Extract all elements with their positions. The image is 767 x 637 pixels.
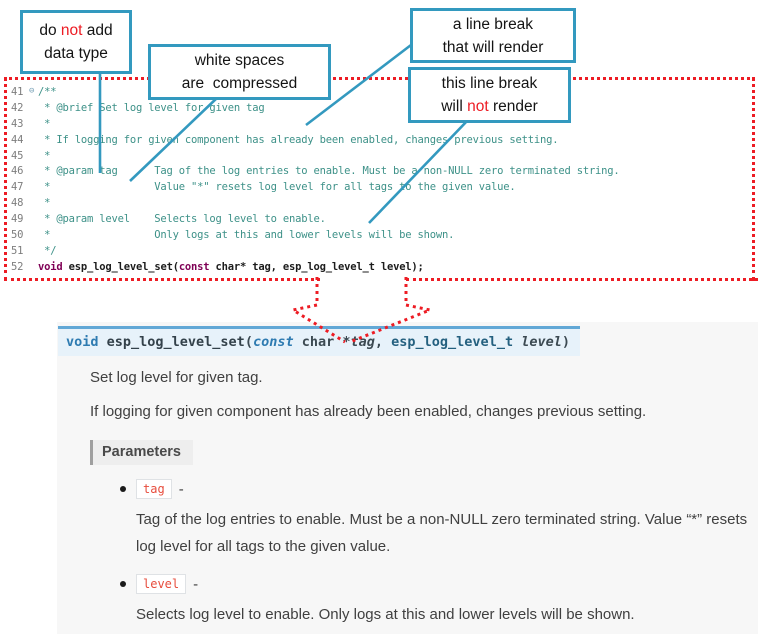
- callout-line-break-will-not-render: [408, 67, 571, 123]
- highlighted-word: not: [60, 22, 83, 39]
- parameter-item: [120, 574, 758, 628]
- code-text: [38, 102, 265, 114]
- callout-do-not-add-data-type: [20, 10, 132, 74]
- code-text: [38, 229, 454, 241]
- signature-token: const: [252, 334, 294, 350]
- code-token: * Value "*" resets log level for all tags to the given value.: [38, 181, 516, 194]
- code-line: [7, 195, 752, 211]
- line-number: 50: [11, 228, 24, 241]
- signature-token: ): [561, 334, 570, 350]
- signature-token: esp_log_level_t: [391, 334, 514, 350]
- source-code-editor: [4, 77, 755, 281]
- code-line: [7, 179, 752, 195]
- fold-collapse-icon[interactable]: ⊖: [29, 86, 35, 97]
- signature-token: tag: [350, 334, 375, 350]
- signature-token: (: [244, 334, 253, 350]
- parameter-description: Tag of the log entries to enable. Must be a non-NULL zero terminated string. Value “*” resets log level for all tags to the given value.: [136, 511, 748, 555]
- code-line: [7, 132, 752, 148]
- callout-text-line: [195, 49, 285, 72]
- callout-text-line: [443, 36, 544, 59]
- parameter-name-literal: level: [136, 574, 186, 594]
- code-token: * Only logs at this and lower levels will be shown.: [38, 228, 455, 241]
- code-line: [7, 116, 752, 132]
- callout-text-line: [44, 42, 108, 65]
- code-line: [7, 100, 752, 116]
- callout-line-break-will-render: [410, 8, 576, 63]
- line-number: 52: [11, 260, 24, 273]
- signature-token: void: [66, 334, 107, 350]
- bullet-icon: [120, 486, 126, 492]
- parameter-head: [120, 574, 758, 594]
- parameter-item: [120, 479, 758, 560]
- code-text: [38, 118, 50, 130]
- code-line: [7, 259, 752, 275]
- signature-token: ,: [374, 334, 392, 350]
- callout-word: a line break: [452, 15, 534, 33]
- code-token: * @param level Selects log level to enable.: [38, 213, 326, 226]
- callout-word: this line break: [441, 75, 538, 92]
- code-text: [38, 150, 50, 162]
- code-token: *: [38, 149, 51, 162]
- code-text: [38, 181, 515, 193]
- parameter-dash: -: [178, 480, 184, 498]
- dotted-border-bottom-right: [406, 278, 758, 281]
- code-token: * @brief Set log level for given tag: [38, 101, 265, 114]
- code-token: esp_log_level_set(: [62, 260, 179, 273]
- callout-word: are compressed: [181, 75, 298, 92]
- code-token: /**: [38, 85, 57, 98]
- code-text: [38, 245, 56, 257]
- parameter-dash: -: [193, 575, 199, 593]
- code-token: *: [38, 117, 51, 130]
- code-token: void: [38, 260, 63, 273]
- dotted-border-bottom-left: [4, 278, 320, 281]
- callout-text-line: [39, 19, 112, 42]
- code-line: [7, 163, 752, 179]
- function-signature: [58, 326, 580, 356]
- callout-white-spaces-compressed: [148, 44, 331, 100]
- callout-word: white spaces: [194, 52, 285, 69]
- code-line: [7, 243, 752, 259]
- code-token: char* tag, esp_log_level_t level);: [209, 260, 424, 273]
- code-text: [38, 86, 56, 98]
- code-text: [38, 165, 620, 177]
- callout-word: render: [488, 98, 538, 115]
- callout-word: do: [39, 22, 61, 39]
- line-number: 41: [11, 85, 24, 98]
- line-number: 48: [11, 197, 24, 210]
- code-text: [38, 213, 326, 225]
- code-line: [7, 227, 752, 243]
- highlighted-word: not: [467, 98, 489, 115]
- signature-token: char *: [293, 334, 351, 350]
- code-token: * If logging for given component has already been enabled, changes previous setting.: [38, 133, 559, 146]
- line-number: 46: [11, 165, 24, 178]
- line-number: 47: [11, 181, 24, 194]
- line-number: 42: [11, 101, 24, 114]
- code-lines: [7, 84, 752, 275]
- parameter-head: [120, 479, 758, 499]
- code-line: [7, 211, 752, 227]
- callout-text-line: [182, 72, 297, 95]
- code-text: [38, 197, 50, 209]
- code-text: [38, 261, 424, 273]
- doc-brief: Set log level for given tag.: [90, 369, 263, 386]
- line-number: 49: [11, 213, 24, 226]
- callout-text-line: [442, 72, 538, 95]
- signature-token: esp_log_level_set: [106, 334, 245, 350]
- callout-word: data type: [44, 45, 108, 62]
- line-number: 51: [11, 244, 24, 257]
- line-number: 44: [11, 133, 24, 146]
- line-number: 43: [11, 117, 24, 130]
- bullet-icon: [120, 581, 126, 587]
- callout-word: add: [82, 22, 113, 39]
- rendered-doc-panel: [57, 322, 758, 634]
- code-token: *: [38, 197, 51, 210]
- code-token: const: [178, 260, 210, 273]
- code-token: */: [38, 244, 57, 257]
- doc-description: If logging for given component has already been enabled, changes previous setting.: [90, 403, 647, 420]
- code-line: [7, 148, 752, 164]
- signature-token: [513, 334, 521, 350]
- code-line: [7, 84, 752, 100]
- signature-token: level: [521, 334, 562, 350]
- callout-text-line: [453, 13, 533, 36]
- callout-word: that will render: [442, 38, 544, 56]
- parameters-heading: Parameters: [90, 440, 193, 465]
- code-token: * @param tag Tag of the log entries to enable. Must be a non-NULL zero terminated string.: [38, 165, 620, 178]
- line-number: 45: [11, 149, 24, 162]
- parameter-description: Selects log level to enable. Only logs at this and lower levels will be shown.: [136, 606, 635, 623]
- callout-text-line: [441, 95, 538, 118]
- code-text: [38, 134, 558, 146]
- parameter-list: [57, 479, 758, 628]
- parameter-name-literal: tag: [136, 479, 172, 499]
- callout-word: will: [441, 98, 468, 115]
